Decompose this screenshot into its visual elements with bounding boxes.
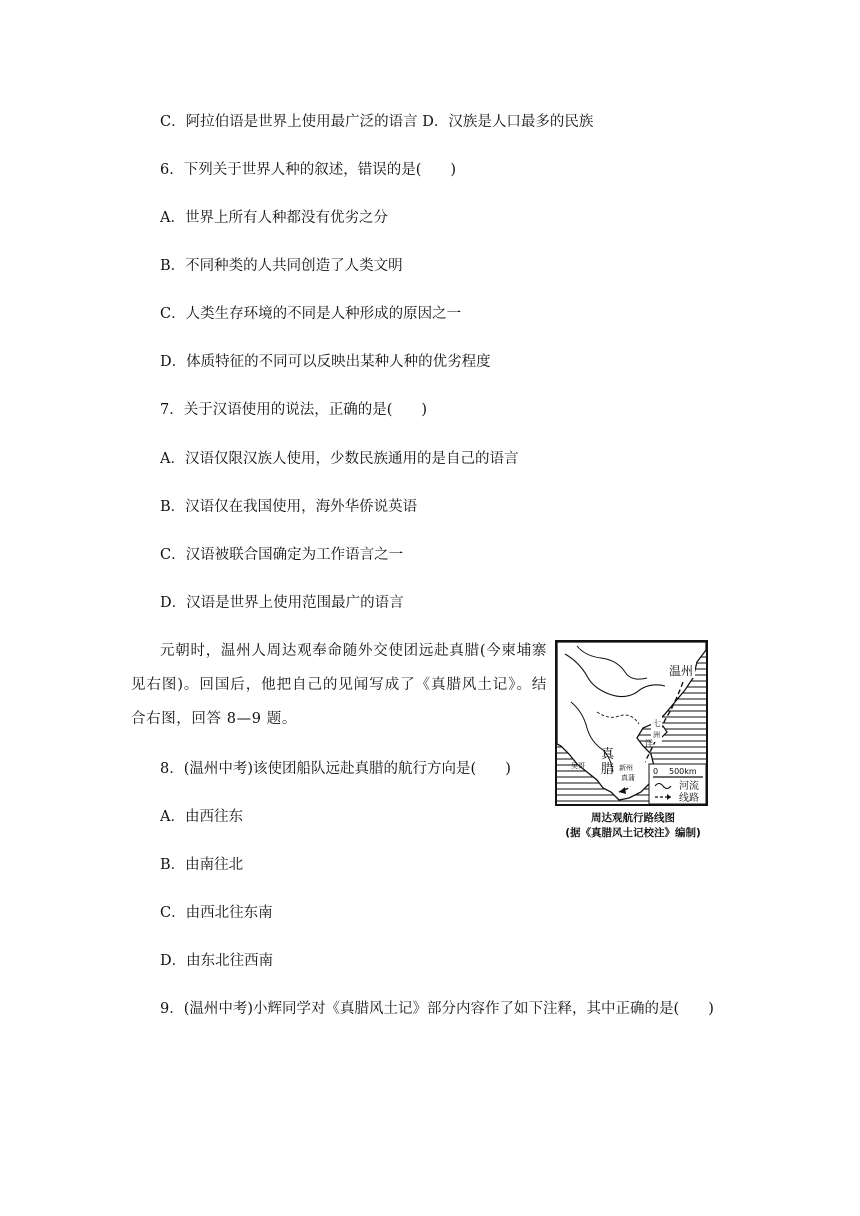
label-zhenpu: 真蒲 — [621, 774, 635, 782]
q7-option-b: B．汉语仅在我国使用，海外华侨说英语 — [160, 499, 418, 515]
question-7-stem: 7．关于汉语使用的说法，正确的是( ) — [160, 402, 428, 418]
route-map — [555, 640, 708, 806]
question-9-stem: 9．(温州中考)小辉同学对《真腊风土记》部分内容作了如下注释，其中正确的是( ) — [160, 1001, 714, 1017]
scale-zero: 0 — [653, 767, 659, 776]
q8-option-b: B．由南往北 — [160, 857, 244, 873]
legend-route-label: 线路 — [679, 793, 699, 804]
label-xinzhou: 新州 — [619, 764, 633, 772]
legend-river-label: 河流 — [679, 781, 699, 792]
q8-option-a: A．由西往东 — [160, 809, 243, 825]
question-8-stem: 8．(温州中考)该使团船队远赴真腊的航行方向是( ) — [160, 761, 511, 777]
q5-option-cd: C．阿拉伯语是世界上使用最广泛的语言 D．汉族是人口最多的民族 — [160, 114, 594, 130]
q7-option-c: C．汉语被联合国确定为工作语言之一 — [160, 547, 404, 563]
label-qi: 七 — [653, 719, 661, 728]
q8-option-c: C．由西北往东南 — [160, 905, 273, 921]
q6-option-c: C．人类生存环境的不同是人种形成的原因之一 — [160, 306, 462, 322]
q8-option-d: D．由东北往西南 — [160, 953, 274, 969]
scale-value: 500km — [669, 767, 697, 776]
label-la: 腊 — [601, 762, 615, 777]
reading-passage — [131, 634, 547, 736]
label-wuge: 吴哥 — [571, 762, 585, 770]
label-yang: 洋 — [645, 739, 653, 748]
q7-option-d: D．汉语是世界上使用范围最广的语言 — [160, 595, 404, 611]
passage-text: 元朝时，温州人周达观奉命随外交使团远赴真腊(今柬埔寨见右图)。回国后，他把自己的见闻写成了《真腊风土记》。结合右图，回答 8—9 题。 — [131, 643, 547, 727]
q6-option-a: A．世界上所有人种都没有优劣之分 — [160, 210, 388, 226]
q6-option-b: B．不同种类的人共同创造了人类文明 — [160, 258, 403, 274]
q6-option-d: D．体质特征的不同可以反映出某种人种的优劣程度 — [160, 354, 491, 370]
map-caption-title: 周达观航行路线图 — [591, 812, 675, 824]
label-zhen: 真 — [601, 747, 615, 762]
question-6-stem: 6．下列关于世界人种的叙述，错误的是( ) — [160, 162, 457, 178]
label-zhou: 洲 — [653, 731, 660, 739]
q7-option-a: A．汉语仅限汉族人使用，少数民族通用的是自己的语言 — [160, 451, 519, 467]
label-wenzhou: 温州 — [669, 664, 694, 678]
map-caption-source: (据《真腊风土记校注》编制) — [565, 827, 701, 839]
route-map-graphic — [557, 642, 706, 804]
